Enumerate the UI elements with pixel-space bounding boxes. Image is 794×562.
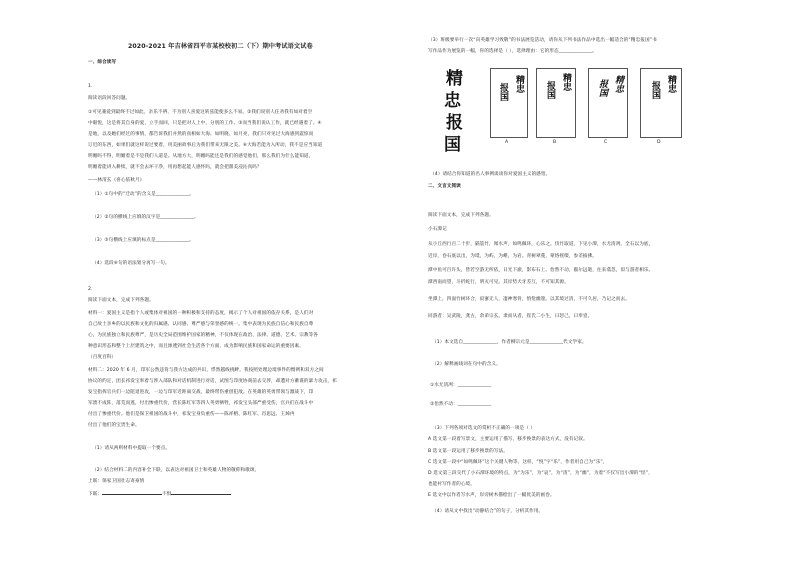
- material1-line: 材料一：爱国主义是指个人或集体对祖国的一种积极和支持的态度，揭示了个人对祖国的依存关系，是人们对: [88, 311, 314, 316]
- q1-item: （2）②句的横线上应填的汉字是______________。: [92, 215, 199, 220]
- passage1-line: 是地，以及她们经过的事情，都告诉我们并然的真相如大海、如明晓、如月亮，我们只对见过大海感到震惊而: [88, 132, 314, 137]
- section-heading-1: 一、综合读写: [88, 60, 117, 65]
- calligraphy-option-a[interactable]: [490, 68, 528, 138]
- option-label-b: B: [553, 140, 557, 145]
- choice-line: D 选文第三段交代了小石潭环境的特点，为“为乐”，为“哀”，为“清”，为“幽”，为着“不仅写出小潭的“怪”，: [428, 471, 653, 476]
- calligraphy-option-b[interactable]: [536, 68, 576, 138]
- q2-number: 2.: [88, 287, 93, 292]
- calligraphy-col: 精忠: [561, 73, 571, 91]
- material1-line: 种意识形态和整个上层建筑之中，而且渗透到社会生活各个方面，成为影响民族和国家命运的重要因素。: [88, 344, 304, 349]
- q4-prompt: （4）请从文中找出“动静结合”的句子，分析其作用。: [432, 509, 544, 514]
- couplet-lower: [88, 490, 231, 498]
- option-label-c: C: [604, 140, 608, 145]
- calligraphy-col: 报国: [498, 83, 508, 101]
- material2-line: 发宝指挥官兵们一边阻退进攻，一边与印军近距离交战，最终带伤重创犯敌。在英雄的英勇带领与激战下，印: [88, 390, 314, 395]
- couplet-mid-word: 不惧: [162, 492, 172, 497]
- material1-line: 心，为民族独立和民族尊严，是历史全局范围维护国家的精神，不仅体现在政治、法律、道德、艺术、宗教等各: [88, 333, 318, 338]
- couplet-upper: 上联：保家卫国壮志寄豪情: [88, 479, 145, 484]
- calligraphy-char: 报: [446, 113, 463, 133]
- calligraphy-char: 国: [444, 135, 461, 155]
- passage1-line: 明媚吗不得，明媚着是不是我们人道是。从地方大，明媚吗能还是我们的感觉他们，那么我们为什么能知道，: [88, 154, 314, 159]
- material2-line: 付出了他们的宝贵生命。: [88, 423, 140, 428]
- read-instruction: 阅读下面文本，完成下列各题。: [428, 213, 494, 218]
- q-item: （2）解释画线词在句中的含义。: [432, 362, 501, 367]
- calligraphy-char: 忠: [444, 91, 461, 111]
- passage1-line: 订近的东西，如果们就这样说过要着，用美丽故事后为我们带来无限之美。⑥大海若能为入所动，我不是应当知道: [88, 143, 323, 148]
- material2-line: 军溃不成阵，落荒而逃，付出惨重代价，营长陈红军等四人英勇牺牲，祁发宝头部严重受伤，官兵们在战斗中: [88, 401, 314, 406]
- q2-item: （2）结合材料二的内容补全下联，以表达对祖国卫士和英雄人物的敬仰和歌颂。: [92, 468, 260, 473]
- material1-source: （百度百科）: [88, 355, 117, 360]
- calligraphy-col: 报国: [650, 81, 660, 99]
- calligraphy-option-c[interactable]: [588, 68, 628, 138]
- q2-instruction: 阅读下面文本，完成下列各题。: [88, 298, 154, 303]
- section-heading-2: 二、文言文阅读: [428, 184, 461, 189]
- vocab-item: ①水尤清冽：______________: [430, 383, 492, 388]
- material2-line: 协议的约定，团长祁发宝率着与涉入部队和对话机制进行对话，试图与印度协商前去交涉，却遭对方蓄谋的暴力攻击，祁: [88, 379, 337, 384]
- q1-instruction: 阅读语段回答问题。: [88, 96, 131, 101]
- choice-line: E 选文中以作者写水声，岸旁树木描绘出了一幅优美的画卷。: [428, 493, 555, 498]
- passage-line: 从小丘西行百二十步，隔篁竹，闻水声，如鸣佩环，心乐之。伐竹取道，下见小潭，水尤清冽。全石以为底，: [428, 242, 654, 247]
- passage-title: 小石潭记: [428, 227, 447, 232]
- q3-prompt-line: （3）班级要举行一次“向英雄学习致敬”的书法展览活动，请你从下列书法作品中选出一幅适合的“精忠报国”书: [428, 38, 657, 43]
- q2-item: （1）请从两则材料中提取一个要点。: [92, 446, 171, 451]
- calligraphy-main: [438, 64, 474, 154]
- passage-line: 同游者：吴武陵，龚古，余弟宗玄。隶而从者，崔氏二小生，曰恕己，曰奉壹。: [428, 314, 593, 319]
- passage1-line: 中眼悦，这是将其自身的爱，立手而回，只是把对人上中，分别的工作。③而当我们说认工作，就已经遇着了。④: [88, 121, 322, 126]
- material1-line: 自己故土亲乡的以民族和文化的归属感、认同感、尊严感与荣誉感的统一。集中表现为民族自信心和民族自尊: [88, 322, 314, 327]
- q1-item: （3）③句横线上应填的标点是______________。: [92, 238, 194, 243]
- q1-item: （1）①句中的“迁动”的含义是______________。: [92, 192, 195, 197]
- q1-number: 1.: [88, 84, 93, 89]
- q-item: （1）本文选自______________，作者柳宗元是______________代文学家。: [432, 340, 587, 345]
- q3-prompt-line: 写作品作为展览的一幅，你的选择是（ ），选择理由：它的形态______________。: [428, 49, 597, 54]
- passage-line: 近岸，卷石底以出，为坻，为屿，为嵁，为岩。青树翠蔓，蒙络摇缀，参差披拂。: [428, 254, 597, 259]
- calligraphy-col: 报国: [545, 81, 555, 99]
- couplet-lower-label: 下联：: [88, 492, 103, 497]
- passage-line: 潭西南而望，斗折蛇行，明灭可见。其岸势犬牙差互，不可知其源。: [428, 280, 569, 285]
- option-label-d: D: [657, 140, 661, 145]
- answer-blank[interactable]: [171, 490, 231, 495]
- passage1-line: ①可见兼爱到最终不过如此，亲乐不辨，不为别人喜爱这转弦能使多么不易。②我们说别人任劝我有如对着空: [88, 110, 313, 115]
- passage-line: 潭中鱼可百许头，皆若空游无所依，日光下澈，影布石上。佁然不动，俶尔远逝，往来翕忽，似与游者相乐。: [428, 268, 654, 273]
- choice-line: A 选文第一段着写景文，主要运用了描写、移步换景的表达方式，没有记叙。: [428, 437, 588, 442]
- exam-title: 2020-2021 年吉林省四平市某校校初二（下）期中考试语文试卷: [128, 43, 313, 50]
- calligraphy-col: 报国: [597, 79, 607, 97]
- q3-4-prompt: （4）请结合你知道的名人事例谈谈你对爱国主义的感悟。: [430, 172, 551, 177]
- option-label-a: A: [505, 140, 509, 145]
- calligraphy-char: 精: [446, 69, 463, 89]
- vocab-item: ②佁然不动：______________: [430, 402, 492, 407]
- choice-line: C 选文第一段中“如鸣佩环”这个关键人物等。这样，“悦”字“乐”，作者用自己为“乐”，: [428, 460, 608, 465]
- passage-line: 坐潭上，四面竹树环合，寂寥无人，凄神寒骨，悄怆幽邃。以其境过清，不可久居，乃记之而去。: [428, 297, 630, 302]
- material2-line: 材料二：2020 年 6 月，印军公然违背与我方达成的共识，悍然越线挑衅。我按照处理边境事件的惯例和双方之间: [88, 368, 324, 373]
- calligraphy-col: 精忠: [514, 75, 524, 93]
- calligraphy-col: 精忠: [613, 75, 623, 93]
- choice-line: B 选文第一段运用了移步换景的写法。: [428, 449, 508, 454]
- choice-line: 也能衬写作者的心境。: [428, 482, 475, 487]
- passage1-line: 明媚着能讲入耕犊，就不会去坏干净，用再想起能人感怀吗，就会把甜美浸沁真吗？: [88, 165, 262, 170]
- q1-item: （4）选段⑥句的语法划分再写一句。: [92, 261, 170, 266]
- passage1-source: ——林清玄《喜心依秋月》: [88, 178, 145, 183]
- calligraphy-option-d[interactable]: [640, 68, 682, 138]
- calligraphy-col: 精忠: [666, 75, 676, 93]
- answer-blank[interactable]: [102, 490, 162, 495]
- material2-line: 付出了惨重代价。他们是保卫祖国的战斗中，祁发宝身负重伤——陈祥榕、陈红军、肖思远、王焯冉: [88, 412, 295, 417]
- q3-head: （3）下列各项对选文的赏析不正确的一项是（ ）: [432, 426, 536, 431]
